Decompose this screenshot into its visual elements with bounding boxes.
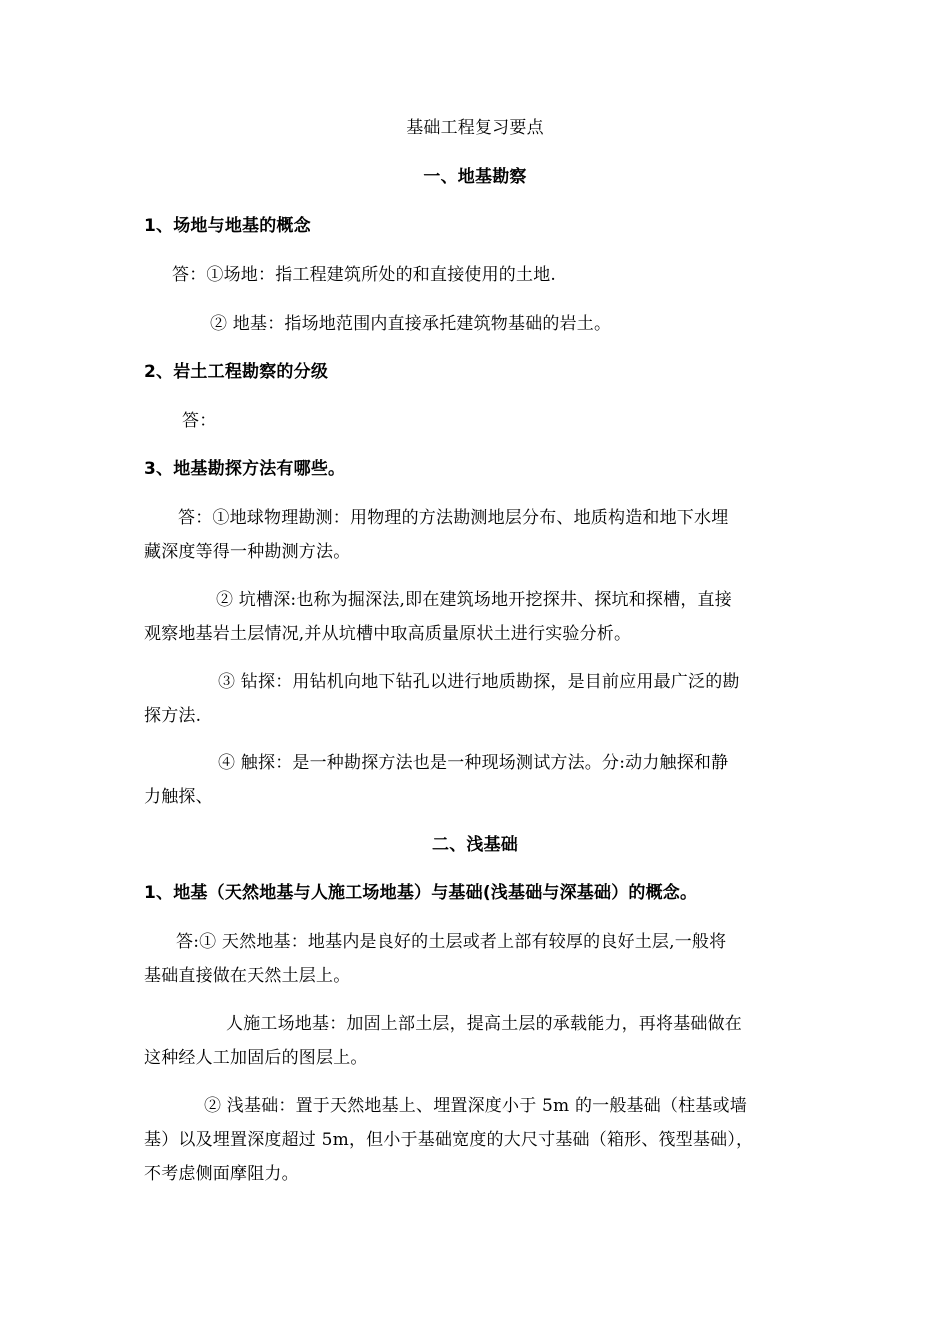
- question-2-1: 1、地基（天然地基与人施工场地基）与基础(浅基础与深基础）的概念。: [144, 883, 698, 903]
- answer-1-3-d-line1: ④ 触探：是一种勘探方法也是一种现场测试方法。分:动力触探和静: [218, 753, 729, 773]
- question-1-3: 3、地基勘探方法有哪些。: [144, 459, 346, 479]
- section-heading-1: 一、地基勘察: [423, 167, 527, 187]
- answer-1-3-b-line2: 观察地基岩土层情况,并从坑槽中取高质量原状土进行实验分析。: [144, 624, 632, 644]
- answer-1-1-a: 答：①场地：指工程建筑所处的和直接使用的土地.: [172, 265, 557, 285]
- answer-2-1-a-line2: 基础直接做在天然土层上。: [144, 966, 351, 986]
- answer-2-1-c-line2: 基）以及埋置深度超过 5m，但小于基础宽度的大尺寸基础（箱形、筏型基础），: [144, 1130, 754, 1150]
- answer-2-1-c-line3: 不考虑侧面摩阻力。: [144, 1164, 299, 1184]
- answer-2-1-b-line1: 人施工场地基：加固上部土层，提高土层的承载能力，再将基础做在: [226, 1014, 742, 1034]
- question-1-2: 2、岩土工程勘察的分级: [144, 362, 329, 382]
- answer-2-1-a-line1: 答:① 天然地基：地基内是良好的土层或者上部有较厚的良好土层,一般将: [176, 932, 727, 952]
- answer-2-1-c-line1: ② 浅基础：置于天然地基上、埋置深度小于 5m 的一般基础（柱基或墙: [204, 1096, 747, 1116]
- answer-1-1-b: ② 地基：指场地范围内直接承托建筑物基础的岩土。: [210, 314, 612, 334]
- section-heading-2: 二、浅基础: [432, 835, 518, 855]
- answer-1-3-a-line2: 藏深度等得一种勘测方法。: [144, 542, 351, 562]
- document-title: 基础工程复习要点: [406, 118, 544, 138]
- answer-1-3-c-line2: 探方法.: [144, 706, 202, 726]
- question-1-1: 1、场地与地基的概念: [144, 216, 311, 236]
- answer-1-2: 答：: [182, 411, 217, 431]
- answer-2-1-b-line2: 这种经人工加固后的图层上。: [144, 1048, 368, 1068]
- answer-1-3-c-line1: ③ 钻探：用钻机向地下钻孔以进行地质勘探，是目前应用最广泛的勘: [218, 672, 740, 692]
- answer-1-3-d-line2: 力触探、: [144, 787, 213, 807]
- answer-1-3-b-line1: ② 坑槽深:也称为掘深法,即在建筑场地开挖探井、探坑和探槽，直接: [216, 590, 732, 610]
- answer-1-3-a-line1: 答：①地球物理勘测：用物理的方法勘测地层分布、地质构造和地下水埋: [178, 508, 729, 528]
